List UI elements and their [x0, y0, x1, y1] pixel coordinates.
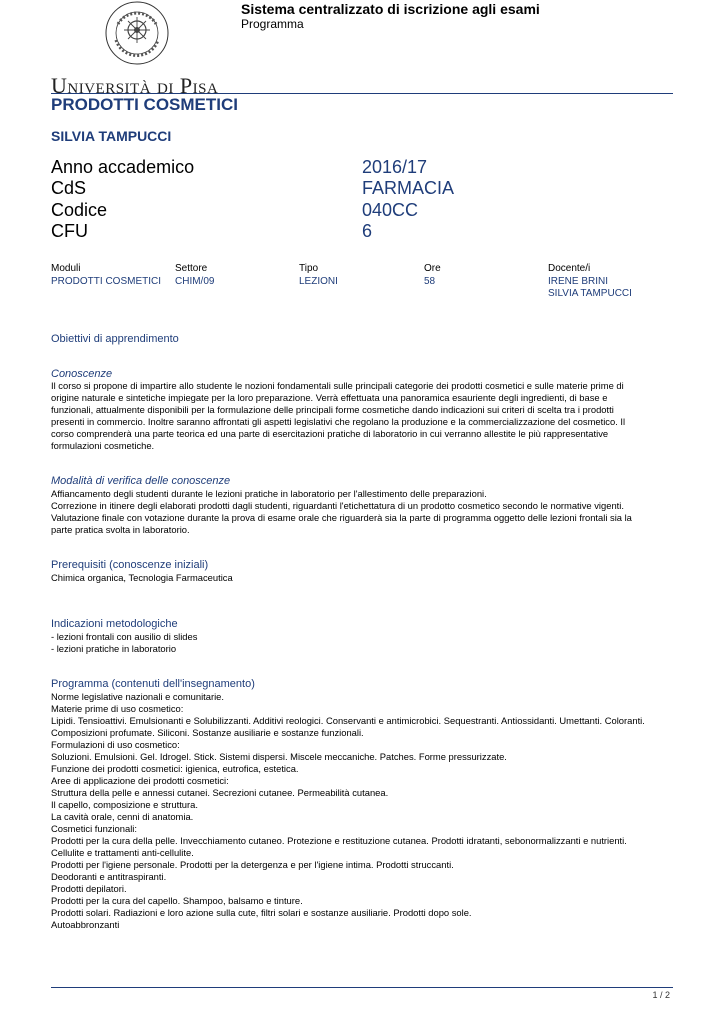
modules-cell-settore: CHIM/09 — [175, 276, 215, 287]
modules-header-settore: Settore — [175, 263, 208, 274]
knowledge-text: Il corso si propone di impartire allo studente le nozioni fondamentali sulle principali categorie dei prodotti cosmetici e sulle materie prime di origine naturale e sintetiche impiegate per la loro preparazione. Verrà effettuata una panoramica esauriente degli ingredienti, di base e funzionali, attualmente disponibili per la formulazione delle principali forme cosmetiche dando indicazioni sui criteri di scelta tra i prodotti presenti in commercio. Inoltre saranno affrontati gli aspetti legislativi che regolano la produzione e la commercializzazione del cosmetico. Il corso comprenderà una parte teorica ed una parte di esercitazioni pratiche di laboratorio in cui verranno allestite le più rappresentative formulazioni cosmetiche. — [51, 380, 626, 451]
top-divider — [51, 93, 673, 94]
program-title: Programma (contenuti dell'insegnamento) — [51, 678, 255, 690]
modules-header-moduli: Moduli — [51, 263, 81, 274]
info-label-code: Codice — [51, 200, 108, 220]
system-title: Sistema centralizzato di iscrizione agli esami — [241, 1, 540, 17]
knowledge-title: Conoscenze — [51, 368, 113, 380]
university-name: Università di Pisa — [51, 73, 219, 98]
modules-header-ore: Ore — [424, 263, 441, 274]
program-text: Norme legislative nazionali e comunitarie. Materie prime di uso cosmetico: Lipidi. Tensioattivi. Emulsionanti e Solubilizzanti. Additivi reologici. Conservanti e antimicrobici. Sequestranti. Antiossidanti. Umettanti. Coloranti. Composizioni profumate. Siliconi. Sostanze ausiliarie e sostanze funzionali. Formulazioni di uso cosmetico: Soluzioni. Emulsioni. Gel. Idrogel. Stick. Sistemi dispersi. Miscele meccaniche. Patches. Forme pressurizzate. Funzione dei prodotti cosmetici: igienica, eutrofica, estetica. Aree di applicazione dei prodotti cosmetici: Struttura della pelle e annessi cutanei. Secrezioni cutanee. Permeabilità cutanea. Il capello, composizione e struttura. La cavità orale, cenni di anatomia. Cosmetici funzionali: Prodotti per la cura della pelle. Invecchiamento cutaneo. Protezione e restituzione cutanea. Prodotti idratanti, sebonormalizzanti e nutrienti. Cellulite e trattamenti anti-cellulite. Prodotti per l'igiene personale. Prodotti per la detergenza e per l'igiene intima. Prodotti struccanti. Deodoranti e antitraspiranti. Prodotti depilatori. Prodotti per la cura del capello. Shampoo, balsamo e tinture. Prodotti solari. Radiazioni e loro azione sulla cute, filtri solari e sostanze ausiliarie. Prodotti dopo sole. Autoabbronzanti — [51, 691, 645, 930]
university-seal-icon — [104, 0, 170, 66]
page-number: 1 / 2 — [652, 990, 670, 1000]
teacher-name: SILVIA TAMPUCCI — [51, 128, 172, 144]
info-value-cds: FARMACIA — [362, 178, 455, 198]
modules-cell-ore: 58 — [424, 276, 436, 287]
modules-cell-docenti: IRENE BRINI SILVIA TAMPUCCI — [548, 276, 632, 299]
info-label-cfu: CFU — [51, 221, 88, 241]
modules-header-docenti: Docente/i — [548, 263, 591, 274]
modules-cell-moduli: PRODOTTI COSMETICI — [51, 276, 161, 287]
prereq-text: Chimica organica, Tecnologia Farmaceutica — [51, 572, 233, 583]
method-text: - lezioni frontali con ausilio di slides - lezioni pratiche in laboratorio — [51, 631, 198, 654]
info-value-code: 040CC — [362, 200, 419, 220]
course-title: PRODOTTI COSMETICI — [51, 95, 238, 114]
prereq-title: Prerequisiti (conoscenze iniziali) — [51, 559, 209, 571]
info-label-cds: CdS — [51, 178, 87, 198]
info-value-cfu: 6 — [362, 221, 373, 241]
bottom-divider — [51, 987, 673, 988]
modules-cell-tipo: LEZIONI — [299, 276, 338, 287]
system-subtitle: Programma — [241, 17, 304, 31]
modules-header-tipo: Tipo — [299, 263, 319, 274]
objectives-title: Obiettivi di apprendimento — [51, 333, 179, 345]
info-value-academic-year: 2016/17 — [362, 157, 428, 177]
verification-text: Affiancamento degli studenti durante le lezioni pratiche in laboratorio per l'allestimento delle preparazioni. Correzione in itinere degli elaborati prodotti dagli studenti, riguardanti l'etichettatura di un prodotto cosmetico secondo le normative vigenti. Valutazione finale con votazione durante la prova di esame orale che riguarderà sia la parte di programma oggetto delle lezioni frontali sia la parte pratica svolta in laboratorio. — [51, 488, 632, 535]
verification-title: Modalità di verifica delle conoscenze — [51, 475, 231, 487]
method-title: Indicazioni metodologiche — [51, 618, 178, 630]
info-label-academic-year: Anno accademico — [51, 157, 195, 177]
